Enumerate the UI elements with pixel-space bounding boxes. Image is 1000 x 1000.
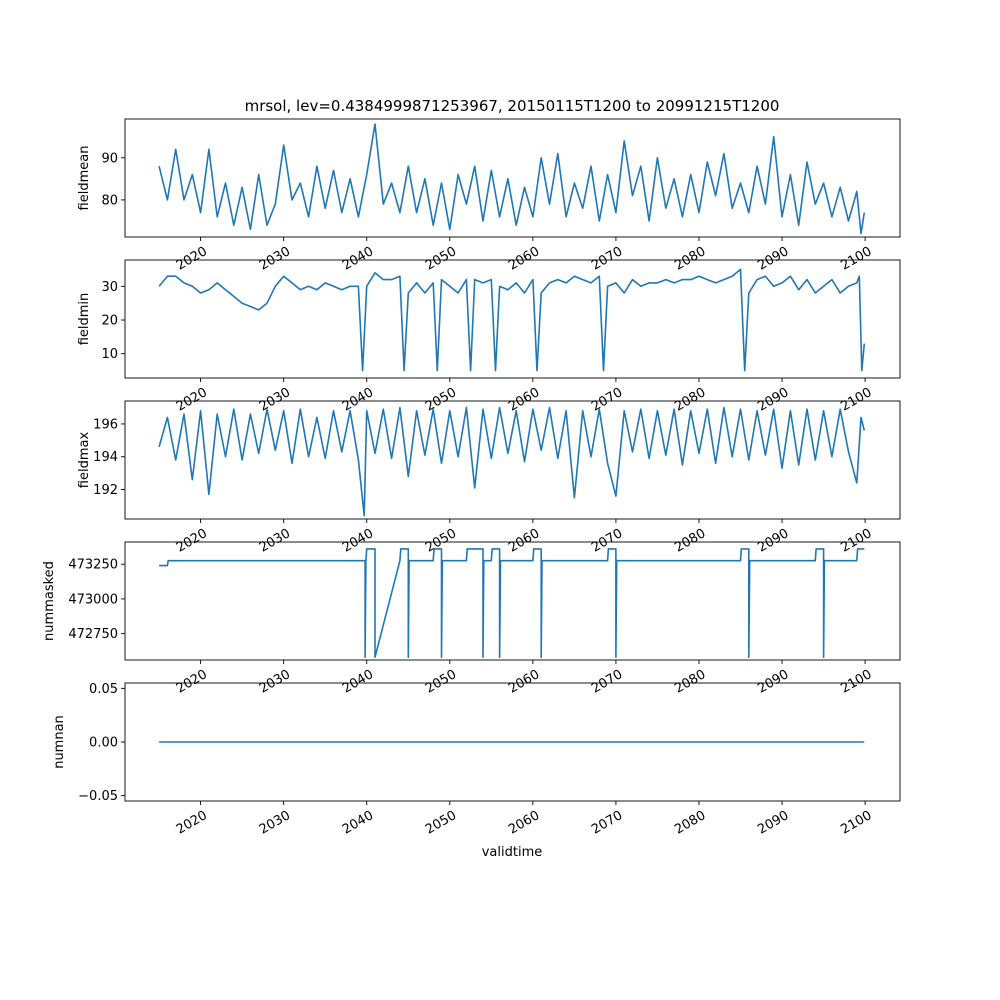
plot-frame bbox=[125, 119, 900, 237]
x-tick-label: 2090 bbox=[755, 244, 792, 274]
x-axis-label: validtime bbox=[481, 845, 543, 860]
series-line-fieldmean bbox=[159, 124, 864, 234]
x-tick-label: 2100 bbox=[838, 385, 875, 415]
x-tick-label: 2080 bbox=[672, 667, 709, 697]
figure-title: mrsol, lev=0.4384999871253967, 20150115T1200 to 20991215T1200 bbox=[244, 97, 780, 115]
y-tick-label: 20 bbox=[101, 313, 118, 329]
x-tick-label: 2070 bbox=[589, 667, 626, 697]
chart-panels bbox=[42, 119, 900, 838]
x-tick-label: 2020 bbox=[173, 385, 210, 415]
x-tick-label: 2060 bbox=[506, 667, 543, 697]
plot-frame bbox=[125, 260, 900, 378]
y-tick-label: −0.05 bbox=[78, 789, 118, 805]
x-tick-label: 2060 bbox=[506, 244, 543, 274]
y-axis-label: fieldmax bbox=[77, 431, 92, 489]
x-tick-label: 2050 bbox=[423, 244, 460, 274]
x-tick-label: 2090 bbox=[755, 385, 792, 415]
x-tick-label: 2040 bbox=[339, 667, 377, 697]
series-line-nummasked bbox=[159, 549, 864, 657]
x-tick-label: 2060 bbox=[506, 808, 543, 838]
y-tick-label: 10 bbox=[101, 347, 118, 363]
y-axis-label: fieldmean bbox=[77, 145, 92, 211]
y-tick-label: 196 bbox=[93, 417, 118, 433]
y-tick-label: 194 bbox=[93, 450, 118, 466]
x-tick-label: 2070 bbox=[589, 385, 626, 415]
panel-fieldmin bbox=[77, 260, 900, 415]
y-tick-label: 80 bbox=[101, 193, 118, 209]
x-tick-label: 2100 bbox=[838, 667, 875, 697]
x-tick-label: 2020 bbox=[173, 667, 210, 697]
x-tick-label: 2030 bbox=[256, 808, 294, 838]
y-tick-label: 90 bbox=[101, 151, 118, 167]
x-tick-label: 2040 bbox=[339, 385, 377, 415]
y-axis-label: numnan bbox=[52, 715, 67, 769]
x-tick-label: 2070 bbox=[589, 526, 626, 556]
x-tick-label: 2090 bbox=[755, 667, 792, 697]
x-tick-label: 2050 bbox=[423, 526, 460, 556]
x-tick-label: 2100 bbox=[838, 244, 875, 274]
x-tick-label: 2020 bbox=[173, 808, 210, 838]
x-tick-label: 2090 bbox=[755, 808, 792, 838]
x-tick-label: 2060 bbox=[506, 526, 543, 556]
x-tick-label: 2100 bbox=[838, 808, 875, 838]
x-tick-label: 2040 bbox=[339, 808, 377, 838]
panel-fieldmean bbox=[77, 119, 900, 274]
x-tick-label: 2030 bbox=[256, 667, 294, 697]
series-line-fieldmin bbox=[159, 269, 864, 370]
plot-frame bbox=[125, 542, 900, 660]
panel-numnan bbox=[52, 682, 900, 838]
y-axis-label: nummasked bbox=[42, 561, 57, 641]
y-tick-label: 472750 bbox=[68, 627, 118, 643]
panel-fieldmax bbox=[77, 401, 900, 556]
y-axis-label: fieldmin bbox=[77, 292, 92, 346]
y-tick-label: 473250 bbox=[68, 557, 118, 573]
x-tick-label: 2030 bbox=[256, 244, 294, 274]
x-tick-label: 2020 bbox=[173, 244, 210, 274]
x-tick-label: 2050 bbox=[423, 808, 460, 838]
x-tick-label: 2020 bbox=[173, 526, 210, 556]
series-line-fieldmax bbox=[159, 408, 864, 516]
x-tick-label: 2050 bbox=[423, 385, 460, 415]
x-tick-label: 2050 bbox=[423, 667, 460, 697]
y-tick-label: 473000 bbox=[68, 592, 118, 608]
x-tick-label: 2070 bbox=[589, 808, 626, 838]
y-tick-label: 0.05 bbox=[89, 681, 118, 697]
x-tick-label: 2030 bbox=[256, 526, 294, 556]
x-tick-label: 2080 bbox=[672, 526, 709, 556]
x-tick-label: 2070 bbox=[589, 244, 626, 274]
x-tick-label: 2090 bbox=[755, 526, 792, 556]
x-tick-label: 2040 bbox=[339, 244, 377, 274]
x-tick-label: 2080 bbox=[672, 808, 709, 838]
x-tick-label: 2100 bbox=[838, 526, 875, 556]
x-tick-label: 2040 bbox=[339, 526, 377, 556]
x-tick-label: 2060 bbox=[506, 385, 543, 415]
y-tick-label: 192 bbox=[93, 483, 118, 498]
y-tick-label: 0.00 bbox=[89, 735, 118, 751]
x-tick-label: 2080 bbox=[672, 244, 709, 274]
y-tick-label: 30 bbox=[101, 279, 118, 295]
x-tick-label: 2030 bbox=[256, 385, 294, 415]
x-tick-label: 2080 bbox=[672, 385, 709, 415]
panel-nummasked bbox=[42, 542, 900, 697]
